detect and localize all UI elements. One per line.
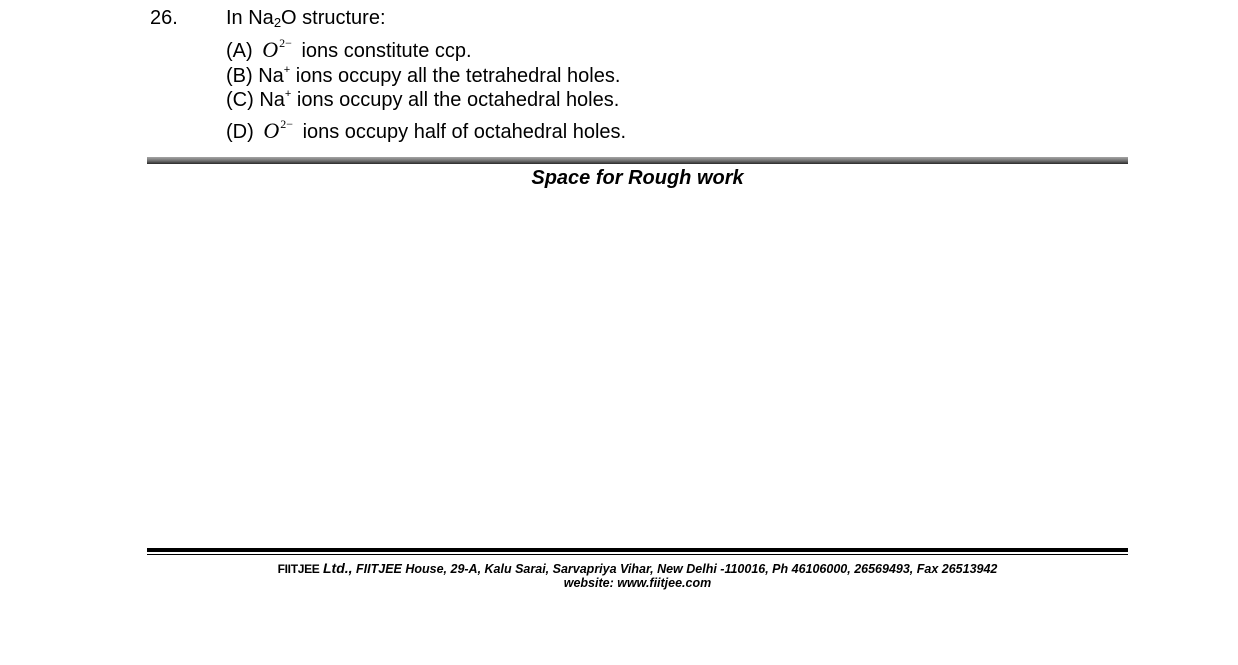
option-d-ion-charge: 2− <box>280 117 293 131</box>
option-c-text: ions occupy all the octahedral holes. <box>291 89 620 111</box>
option-b-ion-charge: + <box>283 64 291 76</box>
footer-brand: FIITJEE <box>277 562 320 576</box>
top-divider <box>147 157 1128 164</box>
stem-subscript: 2 <box>273 15 282 30</box>
option-c <box>226 88 619 112</box>
option-b-text: ions occupy all the tetrahedral holes. <box>290 65 621 87</box>
rough-work-area <box>147 195 1128 545</box>
option-c-label: (C) Na <box>226 89 285 111</box>
footer-address: FIITJEE House, 29-A, Kalu Sarai, Sarvapriya Vihar, New Delhi -110016, Ph 46106000, 26569493, Fax 26513942 <box>356 562 998 576</box>
option-d-label: (D) <box>226 121 254 143</box>
footer-website: website: www.fiitjee.com <box>563 576 712 590</box>
option-d-ion <box>263 118 293 143</box>
option-a-text: ions constitute ccp. <box>301 40 472 62</box>
option-d <box>226 117 626 144</box>
option-a-label: (A) <box>226 40 253 62</box>
footer-address-line <box>147 560 1128 576</box>
rough-work-title: Space for Rough work <box>531 167 744 189</box>
option-d-ion-symbol: O <box>263 118 280 143</box>
option-c-ion-charge: + <box>284 88 292 100</box>
option-a <box>226 36 472 63</box>
option-a-ion <box>262 37 292 62</box>
option-b <box>226 64 620 88</box>
bottom-divider <box>147 548 1128 555</box>
option-a-ion-symbol: O <box>262 37 279 62</box>
stem-prefix: In Na <box>226 7 274 29</box>
option-d-text: ions occupy half of octahedral holes. <box>302 121 627 143</box>
stem-suffix: O structure: <box>281 7 386 29</box>
bottom-divider-thin <box>147 554 1128 555</box>
footer-ltd: Ltd., <box>323 560 353 576</box>
option-a-ion-charge: 2− <box>279 36 292 50</box>
question-number: 26. <box>150 7 178 29</box>
option-b-label: (B) Na <box>226 65 284 87</box>
question-stem <box>226 7 386 30</box>
